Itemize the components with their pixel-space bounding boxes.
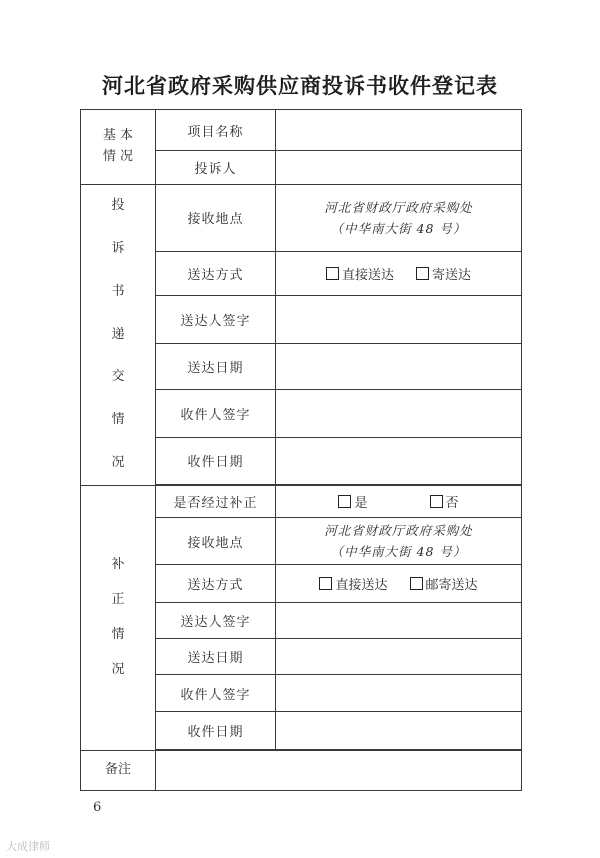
label-correction-delivery-date: 送达日期: [156, 639, 276, 675]
section-delivery-char: 诉: [111, 240, 125, 256]
section-delivery-char: 情: [111, 412, 125, 428]
row-delivery-receive-place: [81, 185, 522, 252]
registration-form-table: [80, 109, 522, 791]
section-correction-char: 情: [111, 627, 125, 643]
label-receive-date: 收件日期: [156, 437, 276, 484]
label-delivery-receive-place: 接收地点: [156, 185, 276, 252]
delivery-receive-place-value: [276, 185, 522, 252]
checkbox-no[interactable]: [430, 495, 443, 508]
section-delivery-char: 交: [111, 369, 125, 385]
section-delivery: [81, 185, 156, 486]
section-basic: [81, 110, 156, 185]
field-correction-sender-signature[interactable]: [276, 603, 522, 639]
field-complainant[interactable]: [276, 151, 522, 185]
option-no-label: 否: [445, 496, 459, 511]
section-delivery-char: 递: [111, 326, 125, 342]
option-correction-mail-label: 邮寄送达: [425, 578, 478, 593]
section-basic-line2: 情 况: [102, 149, 134, 164]
label-correction-receive-place: 接收地点: [156, 518, 276, 565]
label-project-name: 项目名称: [156, 110, 276, 151]
option-correction-direct[interactable]: [319, 574, 387, 593]
checkbox-correction-direct[interactable]: [319, 577, 332, 590]
section-remarks: 备注: [81, 751, 156, 791]
label-correction-receiver-signature: 收件人签字: [156, 675, 276, 712]
field-correction-receive-date[interactable]: [276, 712, 522, 750]
correction-receive-place-value: [276, 518, 522, 565]
checkbox-direct-delivery[interactable]: [326, 267, 339, 280]
label-complainant: 投诉人: [156, 151, 276, 185]
delivery-address-line2: （中华南大街 48 号）: [330, 220, 467, 236]
section-correction-char: 补: [111, 557, 125, 573]
option-mail-delivery-label: 寄送达: [432, 267, 472, 283]
option-yes[interactable]: [338, 492, 367, 511]
field-remarks[interactable]: [156, 751, 522, 791]
section-delivery-char: 投: [111, 198, 125, 214]
section-correction-char: 况: [111, 662, 125, 678]
checkbox-mail-delivery[interactable]: [416, 267, 429, 280]
field-project-name[interactable]: [276, 110, 522, 151]
label-receiver-signature: 收件人签字: [156, 389, 276, 437]
row-remarks: [81, 751, 522, 791]
option-correction-direct-label: 直接送达: [335, 578, 388, 593]
option-direct-delivery-label: 直接送达: [341, 267, 394, 283]
field-correction-delivery-date[interactable]: [276, 639, 522, 675]
option-yes-label: 是: [354, 496, 368, 511]
field-correction-receiver-signature[interactable]: [276, 675, 522, 712]
correction-address-line1: 河北省财政厅政府采购处: [324, 523, 473, 538]
label-corrected: 是否经过补正: [156, 486, 276, 518]
field-delivery-date[interactable]: [276, 344, 522, 389]
option-correction-mail[interactable]: [410, 574, 478, 593]
section-correction: [81, 486, 156, 751]
label-delivery-date: 送达日期: [156, 344, 276, 389]
option-no[interactable]: [430, 492, 459, 511]
field-receiver-signature[interactable]: [276, 389, 522, 437]
correction-address-line2: （中华南大街 48 号）: [330, 544, 467, 559]
section-basic-line1: 基 本: [102, 128, 134, 144]
label-correction-sender-signature: 送达人签字: [156, 603, 276, 639]
page-number: 6: [93, 800, 102, 815]
section-delivery-char: 况: [111, 455, 125, 471]
label-correction-receive-date: 收件日期: [156, 712, 276, 750]
label-sender-signature: 送达人签字: [156, 296, 276, 344]
label-correction-method: 送达方式: [156, 565, 276, 603]
section-correction-char: 正: [111, 592, 125, 608]
checkbox-correction-mail[interactable]: [410, 577, 423, 590]
field-receive-date[interactable]: [276, 437, 522, 484]
row-project-name: [81, 110, 522, 151]
watermark: 大成律师: [6, 840, 50, 853]
label-delivery-method: 送达方式: [156, 251, 276, 295]
delivery-address-line1: 河北省财政厅政府采购处: [324, 199, 473, 215]
option-mail-delivery[interactable]: [416, 264, 471, 283]
option-direct-delivery[interactable]: [326, 264, 394, 283]
row-corrected: [81, 486, 522, 518]
checkbox-yes[interactable]: [338, 495, 351, 508]
form-title: 河北省政府采购供应商投诉书收件登记表: [102, 73, 498, 98]
field-sender-signature[interactable]: [276, 296, 522, 344]
section-delivery-char: 书: [111, 283, 125, 299]
